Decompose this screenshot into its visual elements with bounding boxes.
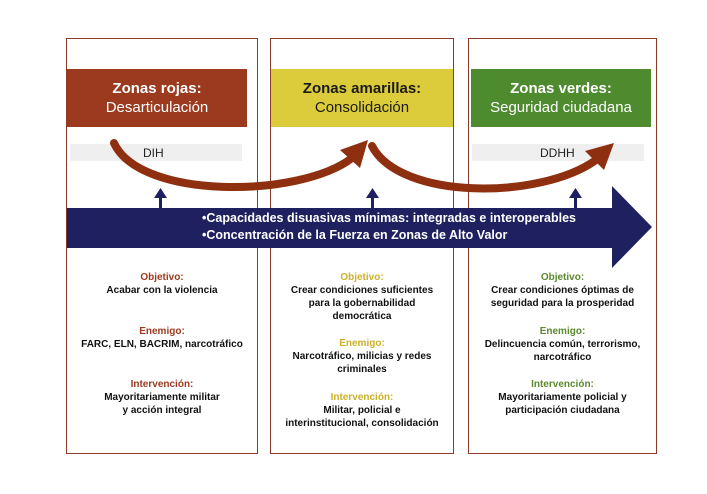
red-objective-label: Objetivo: <box>140 272 184 283</box>
up-arrow-icon <box>154 188 167 209</box>
green-objective-line1: Crear condiciones óptimas de <box>491 285 634 296</box>
curved-arrow-icon <box>372 143 614 188</box>
green-intervention-line1: Mayoritariamente policial y <box>498 392 627 403</box>
ddhh-label: DDHH <box>540 146 575 160</box>
banner-line-2: •Concentración de la Fuerza en Zonas de Alto Valor <box>202 228 508 242</box>
red-objective <box>67 271 257 297</box>
yellow-intervention-line2: interinstitucional, consolidación <box>285 418 439 429</box>
green-enemy-line2: narcotráfico <box>533 352 592 363</box>
green-intervention-label: Intervención: <box>531 379 594 390</box>
yellow-objective-line3: democrática <box>332 311 392 322</box>
red-intervention-line2: y acción integral <box>122 405 202 416</box>
yellow-intervention-label: Intervención: <box>330 392 394 403</box>
red-intervention <box>67 378 257 417</box>
dih-label: DIH <box>143 146 164 160</box>
yellow-enemy <box>271 337 453 376</box>
green-zone-title: Zonas verdes: <box>510 80 612 97</box>
red-zone-subtitle: Desarticulación <box>105 99 209 116</box>
yellow-objective-label: Objetivo: <box>340 272 384 283</box>
green-objective <box>469 271 656 310</box>
green-intervention <box>469 378 656 417</box>
yellow-enemy-line2: criminales <box>337 364 387 375</box>
red-objective-text: Acabar con la violencia <box>106 285 218 296</box>
green-zone-subtitle: Seguridad ciudadana <box>490 99 632 116</box>
green-objective-line2: seguridad para la prosperidad <box>490 298 635 309</box>
green-enemy-label: Enemigo: <box>539 326 586 337</box>
yellow-objective-line2: para la gobernabilidad <box>308 298 416 309</box>
red-zone-title: Zonas rojas: <box>112 80 202 97</box>
yellow-enemy-line1: Narcotráfico, milicias y redes <box>292 351 432 362</box>
up-arrow-icon <box>569 188 582 209</box>
green-objective-label: Objetivo: <box>540 272 585 283</box>
red-enemy-label: Enemigo: <box>139 326 185 337</box>
yellow-objective-line1: Crear condiciones suficientes <box>290 285 434 296</box>
yellow-enemy-label: Enemigo: <box>339 338 385 349</box>
red-enemy <box>62 325 262 351</box>
yellow-objective <box>271 271 453 323</box>
green-enemy <box>469 325 656 364</box>
banner-line-1: •Capacidades disuasivas mínimas: integradas e interoperables <box>202 211 576 225</box>
yellow-zone-title: Zonas amarillas: <box>302 80 422 97</box>
yellow-intervention <box>271 391 453 430</box>
red-enemy-text: FARC, ELN, BACRIM, narcotráfico <box>81 339 243 350</box>
red-intervention-label: Intervención: <box>130 379 194 390</box>
curved-arrow-icon <box>114 140 368 187</box>
green-enemy-line1: Delincuencia común, terrorismo, <box>484 339 641 350</box>
yellow-intervention-line1: Militar, policial e <box>323 405 401 416</box>
red-intervention-line1: Mayoritariamente militar <box>104 392 220 403</box>
green-intervention-line2: participación ciudadana <box>505 405 620 416</box>
yellow-zone-subtitle: Consolidación <box>314 99 410 116</box>
up-arrow-icon <box>366 188 379 209</box>
